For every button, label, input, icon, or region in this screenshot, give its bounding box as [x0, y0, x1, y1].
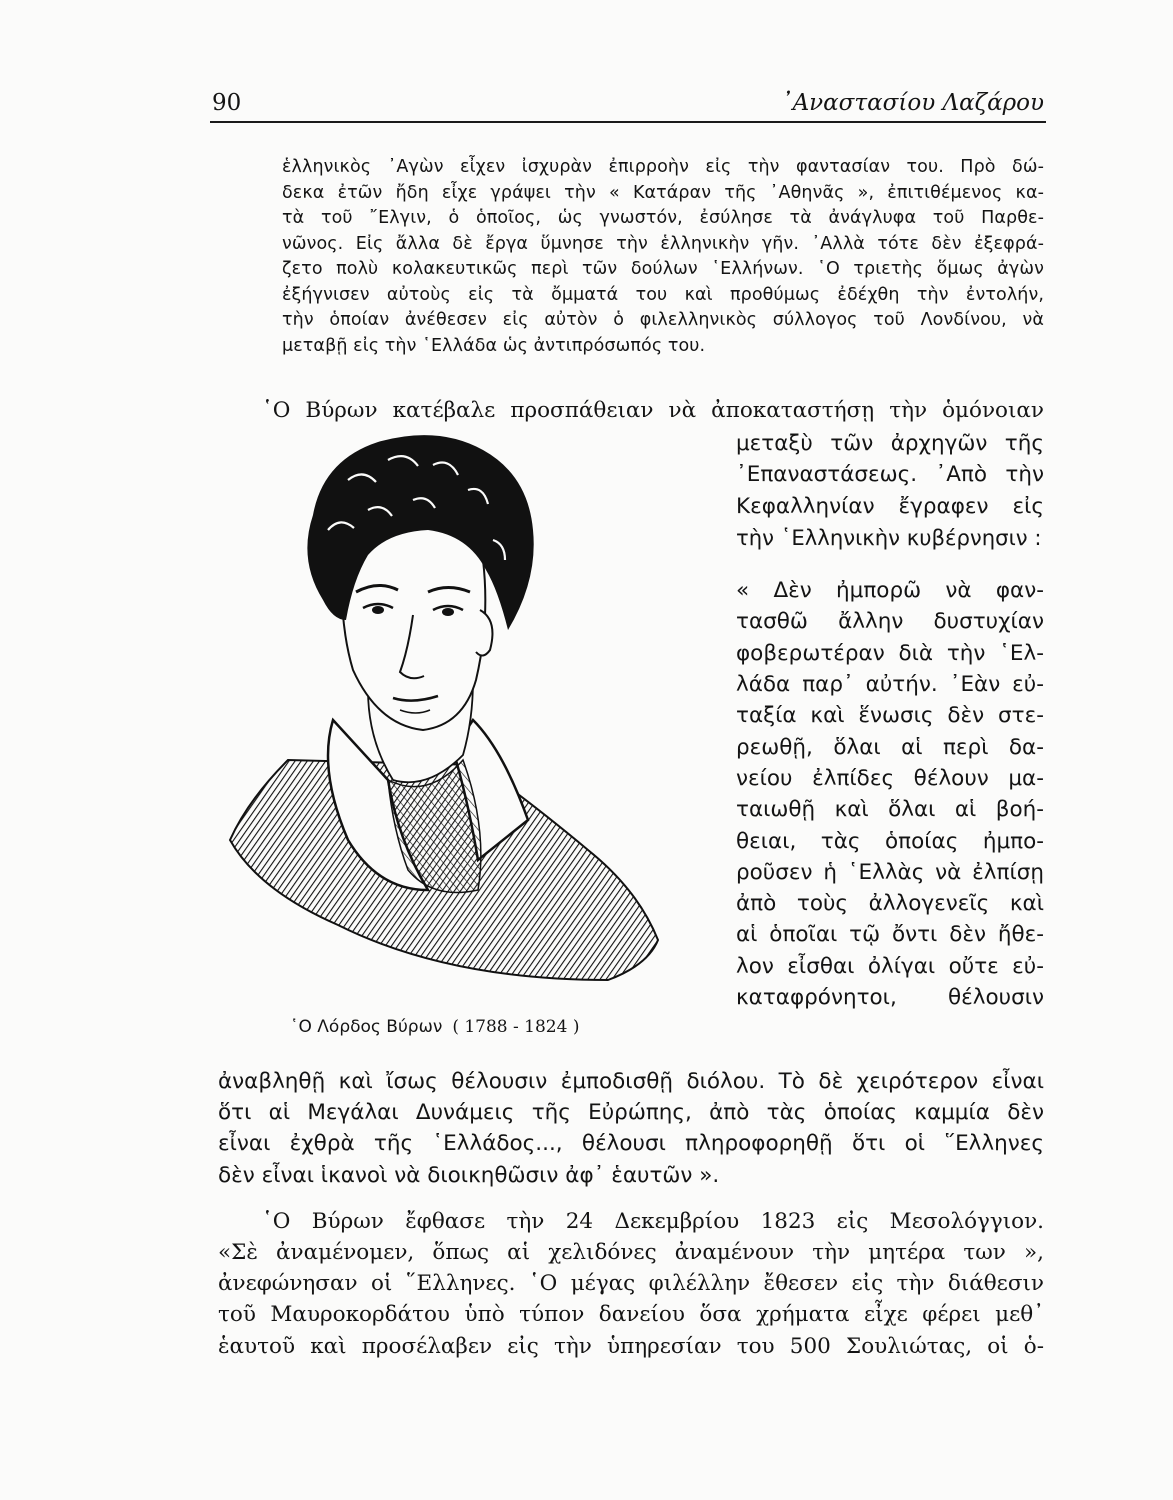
- paragraph-arrival-cont: [218, 1237, 1044, 1362]
- body-line: μεταξὺ τῶν ἀρχηγῶν τῆς: [736, 431, 1044, 456]
- header-rule: [210, 121, 1046, 123]
- body-line: Κεφαλληνίαν ἔγραφεν εἰς: [736, 493, 1044, 519]
- letter-line: « Δὲν ἠμπορῶ νὰ φαν-: [736, 578, 1044, 604]
- portrait-caption: [290, 1017, 579, 1037]
- body-line: ἀνεφώνησαν οἱ ῞Ελληνες. ῾Ο μέγας φιλέλλην ἔθεσεν εἰς τὴν διάθεσιν: [218, 1271, 1044, 1297]
- body-line: ᾿Επαναστάσεως. ᾿Απὸ τὴν: [736, 462, 1044, 488]
- letter-line: θειαι, τὰς ὁποίας ἠμπο-: [736, 828, 1044, 854]
- body-line: τοῦ Μαυροκορδάτου ὑπὸ τύπον δανείου ὅσα χρήματα εἶχε φέρει μεθ᾿: [218, 1302, 1044, 1328]
- intro-line: τὴν ὁποίαν ἀνέθεσεν εἰς αὐτὸν ὁ φιλελληνικὸς σύλλογος τοῦ Λονδίνου, νὰ: [282, 310, 1044, 330]
- intro-paragraph: [282, 155, 1044, 359]
- body-line: ὅτι αἱ Μεγάλαι Δυνάμεις τῆς Εὐρώπης, ἀπὸ τὰς ὁποίας καμμία δὲν: [218, 1100, 1044, 1126]
- letter-line: ταξία καὶ ἕνωσις δὲν στε-: [736, 703, 1044, 729]
- body-line: ἀναβληθῇ καὶ ἴσως θέλουσιν ἐμποδισθῇ διόλου. Τὸ δὲ χειρότερον εἶναι: [218, 1069, 1044, 1094]
- letter-line: φοβερωτέραν διὰ τὴν ῾Ελ-: [736, 640, 1044, 666]
- body-line: «Σὲ ἀναμένομεν, ὅπως αἱ χελιδόνες ἀναμένουν τὴν μητέρα των »,: [218, 1240, 1044, 1265]
- body-line: ῾Ο Βύρων ἔφθασε τὴν 24 Δεκεμβρίου 1823 εἰς Μεσολόγγιον.: [262, 1209, 1044, 1234]
- intro-line: μεταβῇ εἰς τὴν ῾Ελλάδα ὡς ἀντιπρόσωπός του.: [282, 335, 706, 356]
- page-header: [212, 84, 1046, 118]
- caption-years: ( 1788 - 1824 ): [452, 1017, 580, 1037]
- body-line: εἶναι ἐχθρὰ τῆς ῾Ελλάδος..., θέλουσι πληροφορηθῇ ὅτι οἱ ῞Ελληνες: [218, 1131, 1044, 1157]
- body-line: ῾Ο Βύρων κατέβαλε προσπάθειαν νὰ ἀποκαταστήσῃ τὴν ὁμόνοιαν: [262, 398, 1044, 423]
- paragraph-arrival: [262, 1206, 1044, 1237]
- intro-line: τὰ τοῦ ῎Ελγιν, ὁ ὁποῖος, ὡς γνωστόν, ἐσύλησε τὰ ἀνάγλυφα τοῦ Παρθε-: [282, 208, 1044, 228]
- intro-line: δεκα ἐτῶν ἤδη εἶχε γράψει τὴν « Κατάραν τῆς ᾿Αθηνᾶς », ἐπιτιθέμενος κα-: [282, 182, 1044, 203]
- letter-line: ταιωθῇ καὶ ὅλαι αἱ βοή-: [736, 797, 1044, 823]
- letter-line: ροῦσεν ἡ ῾Ελλὰς νὰ ἐλπίσῃ: [736, 859, 1044, 885]
- letter-line: ἀπὸ τοὺς ἀλλογενεῖς καὶ: [736, 891, 1044, 917]
- right-text-column: [736, 428, 1044, 1013]
- body-line: ἑαυτοῦ καὶ προσέλαβεν εἰς τὴν ὑπηρεσίαν του 500 Σουλιώτας, οἱ ὁ-: [218, 1333, 1044, 1359]
- body-line: τὴν ῾Ελληνικὴν κυβέρνησιν :: [736, 524, 1042, 550]
- portrait-drawing: [228, 420, 668, 1000]
- intro-line: νῶνος. Εἰς ἄλλα δὲ ἔργα ὕμνησε τὴν ἑλληνικὴν γῆν. ᾿Αλλὰ τότε δὲν ἐξεφρά-: [282, 233, 1044, 254]
- letter-line: τασθῶ ἄλλην δυστυχίαν: [736, 609, 1044, 635]
- body-line: δὲν εἶναι ἱκανοὶ νὰ διοικηθῶσιν ἀφ᾿ ἑαυτῶν ».: [218, 1162, 720, 1188]
- letter-line: λάδα παρ᾿ αὐτήν. ᾿Εὰν εὐ-: [736, 672, 1044, 698]
- intro-line: ζετο πολὺ κολακευτικῶς περὶ τῶν δούλων ῾Ελλήνων. ῾Ο τριετὴς ὅμως ἀγὼν: [282, 259, 1044, 279]
- intro-line: ἑλληνικὸς ᾿Αγὼν εἶχεν ἰσχυρὰν ἐπιρροὴν εἰς τὴν φαντασίαν του. Πρὸ δώ-: [282, 157, 1044, 177]
- letter-line: λον εἶσθαι ὀλίγαι οὔτε εὐ-: [736, 953, 1044, 979]
- caption-name: ῾Ο Λόρδος Βύρων: [290, 1017, 443, 1037]
- byron-portrait-engraving: [228, 420, 668, 1000]
- letter-line: αἱ ὁποῖαι τῷ ὄντι δὲν ἤθε-: [736, 922, 1044, 948]
- letter-line: καταφρόνητοι, θέλουσιν: [736, 985, 1044, 1011]
- letter-continuation: [218, 1066, 1044, 1191]
- letter-line: ρεωθῇ, ὅλαι αἱ περὶ δα-: [736, 734, 1044, 760]
- letter-line: νείου ἐλπίδες θέλουν μα-: [736, 765, 1044, 791]
- page-number: 90: [212, 90, 242, 116]
- intro-line: ἐξήγνισεν αὐτοὺς εἰς τὰ ὄμματά του καὶ προθύμως ἐδέχθη τὴν ἐντολήν,: [282, 284, 1044, 305]
- running-head: ᾿Αναστασίου Λαζάρου: [781, 90, 1044, 116]
